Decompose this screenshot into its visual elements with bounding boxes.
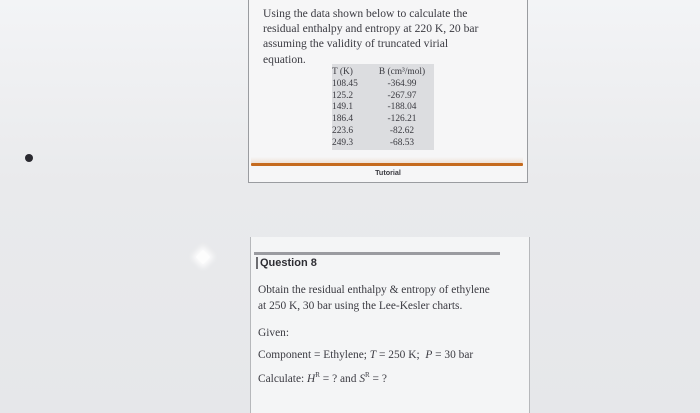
table-row [332,79,434,91]
cell-temperature: 186.4 [332,114,354,125]
footer-label: Tutorial [375,168,401,177]
and-text: and [340,373,357,385]
column-header-temperature: T (K) [332,67,353,77]
calculate-label: Calculate: [258,373,305,385]
tutorial-slide-top [248,0,528,183]
enthalpy-symbol: H [307,373,316,385]
enthalpy-unknown: ? [332,373,338,385]
table-header-row [332,64,434,79]
table-row [332,114,434,126]
enthalpy-superscript: R [315,371,320,379]
question-line: residual enthalpy and entropy at 220 K, 20 bar [263,22,479,36]
table-row [332,126,434,138]
table-row [332,138,434,150]
cell-temperature: 108.45 [332,78,358,89]
cell-b: -126.21 [387,114,417,125]
bullet-point-icon [25,154,33,162]
virial-coefficient-table [332,64,434,150]
cell-temperature: 125.2 [332,90,354,101]
temperature-symbol: T [369,349,377,361]
cell-b: -188.04 [387,102,417,113]
cell-b: -68.53 [389,137,415,148]
component-value: Ethylene [323,349,364,361]
question-line: assuming the validity of truncated virial [263,37,449,51]
body-line: at 250 K, 30 bar using the Lee-Kesler charts. [258,299,463,312]
pressure-symbol: P [425,349,433,361]
given-label: Given: [258,327,290,339]
pressure-value: 30 bar [444,349,474,361]
given-conditions: Component = Ethylene; T = 250 K; P = 30 bar [258,349,474,361]
question-body [258,283,520,314]
table-row [332,91,434,103]
table-row [332,102,434,114]
cell-temperature: 149.1 [332,102,354,113]
question-line: equation. [263,52,306,66]
cell-b: -267.97 [387,90,417,101]
question-heading: Question 8 [256,257,319,269]
entropy-superscript: R [365,371,370,379]
body-line: Obtain the residual enthalpy & entropy of ethylene [258,284,490,296]
question-line: Using the data shown below to calculate the [263,7,468,20]
question-slide-bottom [250,237,530,413]
temperature-value: 250 K [388,349,417,361]
accent-divider [251,163,523,166]
cell-b: -364.99 [387,78,417,89]
cell-b: -82.62 [389,125,415,136]
cell-temperature: 223.6 [332,125,354,136]
cell-temperature: 249.3 [332,137,354,148]
title-divider [254,252,500,255]
question-text [263,6,513,67]
entropy-symbol: S [359,373,366,385]
component-label: Component [258,349,312,361]
calculate-line: Calculate: $H^R$ = ? and $S^R$ = ? [258,371,387,385]
entropy-unknown: ? [381,373,387,385]
column-header-b: B (cm³/mol) [378,67,426,77]
